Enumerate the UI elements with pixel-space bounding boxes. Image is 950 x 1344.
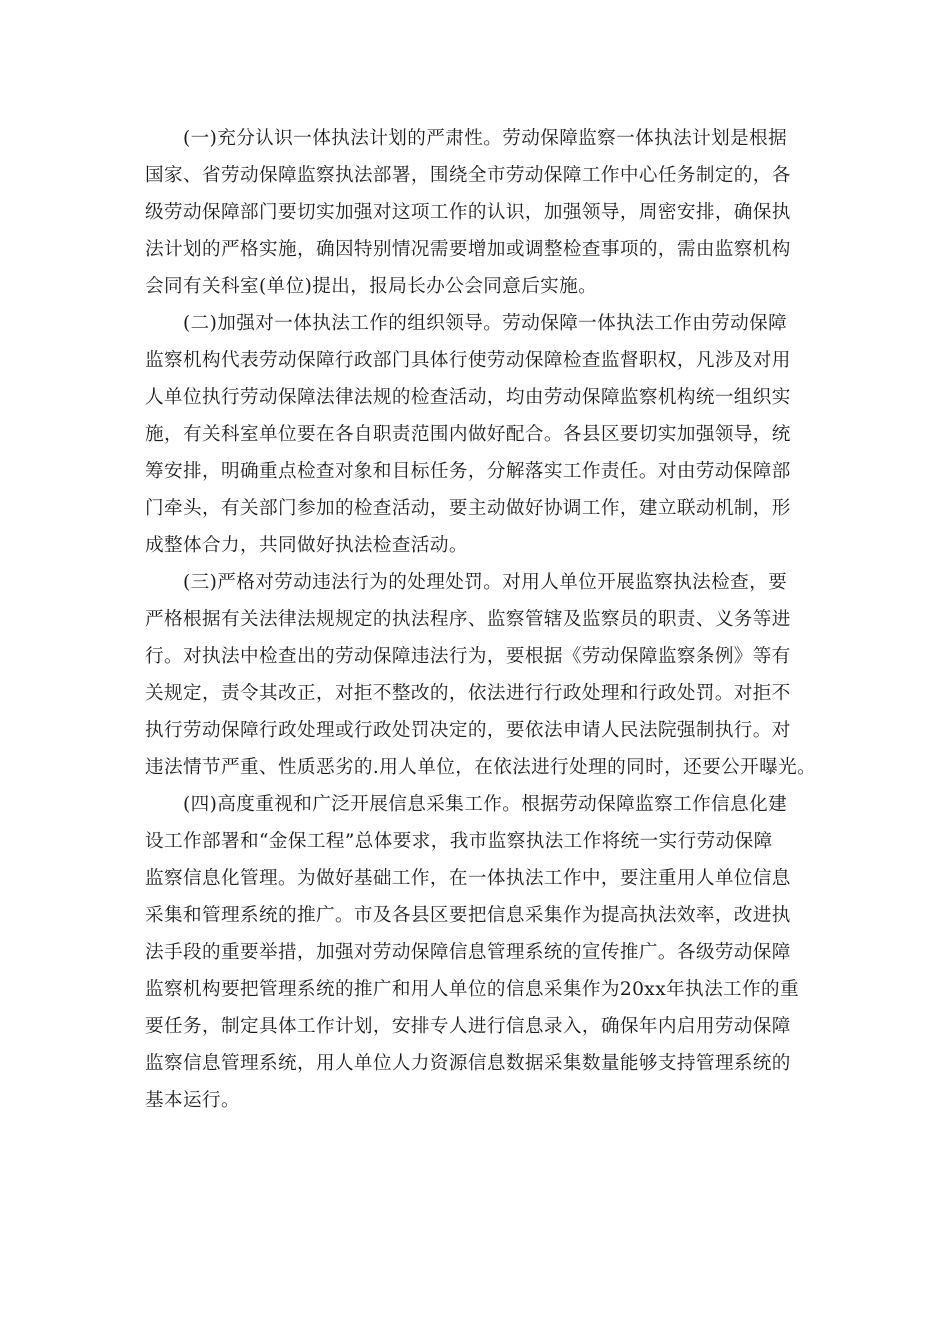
text-line: 采集和管理系统的推广。市及各县区要把信息采集作为提高执法效率，改进执 <box>145 905 791 926</box>
text-line: 执行劳动保障行政处理或行政处罚决定的，要依法申请人民法院强制执行。对 <box>145 720 791 741</box>
paragraph-4 <box>145 786 810 1119</box>
text-line: 违法情节严重、性质恶劣的.用人单位，在依法进行处理的同时，还要公开曝光。 <box>145 757 817 778</box>
text-line: 行。对执法中检查出的劳动保障违法行为，要根据《劳动保障监察条例》等有 <box>145 646 791 667</box>
text-line: (三)严格对劳动违法行为的处理处罚。对用人单位开展监察执法检查，要 <box>183 572 788 593</box>
text-line: 成整体合力，共同做好执法检查活动。 <box>145 535 468 556</box>
text-line: (一)充分认识一体执法计划的严肃性。劳动保障监察一体执法计划是根据 <box>183 128 788 149</box>
text-line: 法手段的重要举措，加强对劳动保障信息管理系统的宣传推广。各级劳动保障 <box>145 942 791 963</box>
text-line: 设工作部署和“金保工程”总体要求，我市监察执法工作将统一实行劳动保障 <box>145 831 773 852</box>
text-line: 人单位执行劳动保障法律法规的检查活动，均由劳动保障监察机构统一组织实 <box>145 387 791 408</box>
text-line: 关规定，责令其改正，对拒不整改的，依法进行行政处理和行政处罚。对拒不 <box>145 683 791 704</box>
text-line: 会同有关科室(单位)提出，报局长办公会同意后实施。 <box>145 276 598 297</box>
text-line: (二)加强对一体执法工作的组织领导。劳动保障一体执法工作由劳动保障 <box>183 313 788 334</box>
text-line: 监察机构代表劳动保障行政部门具体行使劳动保障检查监督职权，凡涉及对用 <box>145 350 791 371</box>
text-line: 监察信息管理系统，用人单位人力资源信息数据采集数量能够支持管理系统的 <box>145 1053 791 1074</box>
text-line: 基本运行。 <box>145 1090 240 1111</box>
text-line: 要任务，制定具体工作计划，安排专人进行信息录入，确保年内启用劳动保障 <box>145 1016 791 1037</box>
text-line: 监察信息化管理。为做好基础工作，在一体执法工作中，要注重用人单位信息 <box>145 868 791 889</box>
text-line: 筹安排，明确重点检查对象和目标任务，分解落实工作责任。对由劳动保障部 <box>145 461 791 482</box>
text-line: 严格根据有关法律法规规定的执法程序、监察管辖及监察员的职责、义务等进 <box>145 609 791 630</box>
text-line: 门牵头，有关部门参加的检查活动，要主动做好协调工作，建立联动机制，形 <box>145 498 791 519</box>
text-line: 国家、省劳动保障监察执法部署，围绕全市劳动保障工作中心任务制定的，各 <box>145 165 791 186</box>
text-line: 级劳动保障部门要切实加强对这项工作的认识，加强领导，周密安排，确保执 <box>145 202 791 223</box>
text-line: 监察机构要把管理系统的推广和用人单位的信息采集作为20xx年执法工作的重 <box>145 979 800 1000</box>
document-body <box>145 120 817 1119</box>
text-line: (四)高度重视和广泛开展信息采集工作。根据劳动保障监察工作信息化建 <box>183 794 788 815</box>
text-line: 施，有关科室单位要在各自职责范围内做好配合。各县区要切实加强领导，统 <box>145 424 791 445</box>
text-line: 法计划的严格实施，确因特别情况需要增加或调整检查事项的，需由监察机构 <box>145 239 791 260</box>
paragraph-2 <box>145 305 810 564</box>
paragraph-3 <box>145 564 817 786</box>
paragraph-1 <box>145 120 810 305</box>
